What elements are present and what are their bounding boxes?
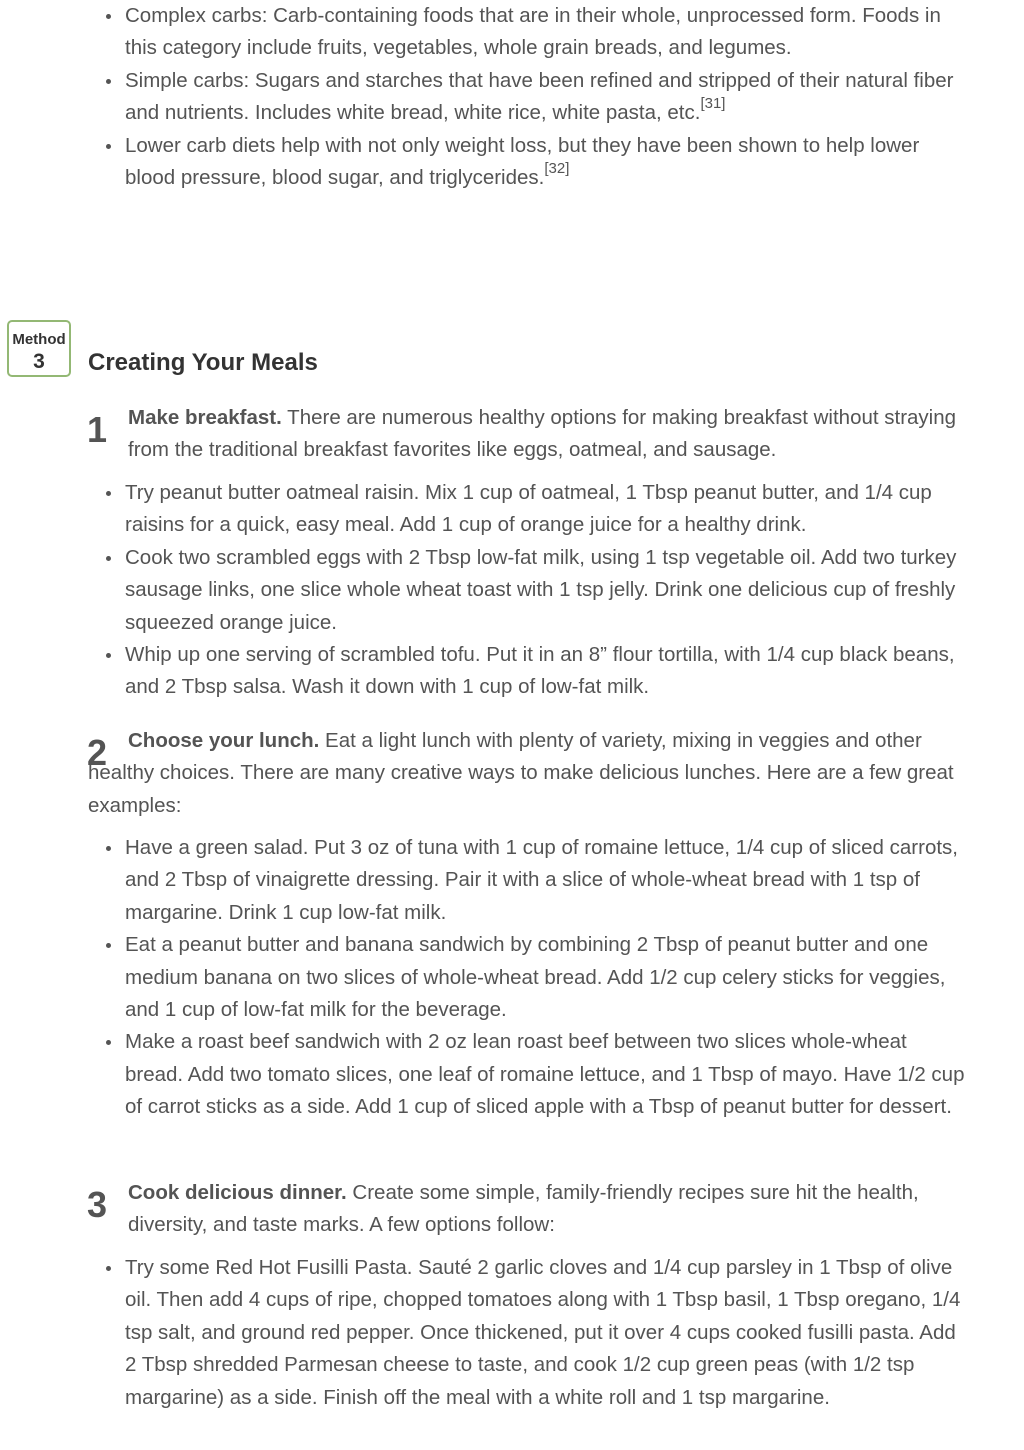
list-item [125,477,965,542]
list-item-text: Eat a peanut butter and banana sandwich by combining 2 Tbsp of peanut butter and one medium banana on two slices of whole-wheat bread. Add 1/2 cup celery sticks for veggies, and 1 cup of low-fat milk for the beverage. [125,933,946,1022]
method-number: 3 [33,350,45,373]
list-item [125,65,965,130]
bullet-dot [106,1266,111,1271]
step-text [128,1177,978,1242]
dinner-bullet-list [125,1252,965,1414]
list-item-text: Try some Red Hot Fusilli Pasta. Sauté 2 garlic cloves and 1/4 cup parsley in 1 Tbsp of olive oil. Then add 4 cups of ripe, chopped tomatoes along with 1 Tbsp basil, 1 Tbsp oregano, 1/4 tsp salt, and ground red pepper. Once thickened, put it over 4 cups cooked fusilli pasta. Add 2 Tbsp shredded Parmesan cheese to taste, and cook 1/2 cup green peas (with 1/2 tsp margarine) as a side. Finish off the meal with a white roll and 1 tsp margarine. [125,1256,961,1409]
list-item-text: Lower carb diets help with not only weight loss, but they have been shown to help lower blood pressure, blood sugar, and triglycerides. [125,133,920,190]
section-title: Creating Your Meals [88,349,318,376]
step-body: Create some simple, family-friendly recipes sure hit the health, diversity, and taste marks. A few options follow: [128,1181,919,1237]
list-item-text: Whip up one serving of scrambled tofu. Put it in an 8” flour tortilla, with 1/4 cup black beans, and 2 Tbsp salsa. Wash it down with 1 cup of low-fat milk. [125,643,955,699]
step-body: There are numerous healthy options for making breakfast without straying from the traditional breakfast favorites like eggs, oatmeal, and sausage. [128,406,957,462]
list-item-text: Simple carbs: Sugars and starches that have been refined and stripped of their natural fiber and nutrients. Includes white bread, white rice, white pasta, etc. [125,68,954,125]
bullet-dot [106,1040,111,1045]
step-heading: Make breakfast. [128,406,282,429]
list-item-text: Have a green salad. Put 3 oz of tuna with 1 cup of romaine lettuce, 1/4 cup of sliced carrots, and 2 Tbsp of vinaigrette dressing. Pair it with a slice of whole-wheat bread with 1 tsp of margarine. Drink 1 cup low-fat milk. [125,836,958,924]
breakfast-bullet-list [125,477,965,704]
list-item [125,639,965,704]
step-body: Eat a light lunch with plenty of variety, mixing in veggies and other healthy choices. There are many creative ways to make delicious lunches. Here are a few great examples: [88,729,954,817]
list-item [125,1026,965,1123]
list-item-text: Try peanut butter oatmeal raisin. Mix 1 cup of oatmeal, 1 Tbsp peanut butter, and 1/4 cup raisins for a quick, easy meal. Add 1 cup of orange juice for a healthy drink. [125,481,932,537]
step-number: 3 [87,1184,108,1225]
citation-link[interactable]: [32] [544,160,570,178]
method-badge [7,320,71,377]
bullet-dot [106,943,111,948]
bullet-dot [106,144,111,149]
step-text [128,402,978,467]
list-item [125,832,965,929]
carb-bullet-list [125,0,965,194]
list-item [125,1252,965,1414]
lunch-bullet-list [125,832,965,1124]
bullet-dot [106,846,111,851]
step-number: 1 [87,409,108,450]
list-item-text: Complex carbs: Carb-containing foods that are in their whole, unprocessed form. Foods in this category include fruits, vegetables, whole grain breads, and legumes. [125,4,941,60]
step-number: 2 [87,732,108,773]
citation-link[interactable]: [31] [700,95,726,113]
method-label: Method [12,331,66,348]
list-item [125,130,965,195]
list-item [125,0,965,65]
step-heading: Cook delicious dinner. [128,1181,347,1204]
bullet-dot [106,79,111,84]
bullet-dot [106,14,111,19]
list-item-text: Cook two scrambled eggs with 2 Tbsp low-fat milk, using 1 tsp vegetable oil. Add two turkey sausage links, one slice whole wheat toast with 1 tsp jelly. Drink one delicious cup of freshly squeezed orange juice. [125,545,957,634]
step-text [88,725,968,822]
list-item [125,929,965,1026]
bullet-dot [106,491,111,496]
bullet-dot [106,556,111,561]
step-heading: Choose your lunch. [128,729,320,752]
bullet-dot [106,653,111,658]
list-item [125,542,965,639]
list-item-text: Make a roast beef sandwich with 2 oz lean roast beef between two slices whole-wheat bread. Add two tomato slices, one leaf of romaine lettuce, and 1 Tbsp of mayo. Have 1/2 cup of carrot sticks as a side. Add 1 cup of sliced apple with a Tbsp of peanut butter for dessert. [125,1030,965,1119]
